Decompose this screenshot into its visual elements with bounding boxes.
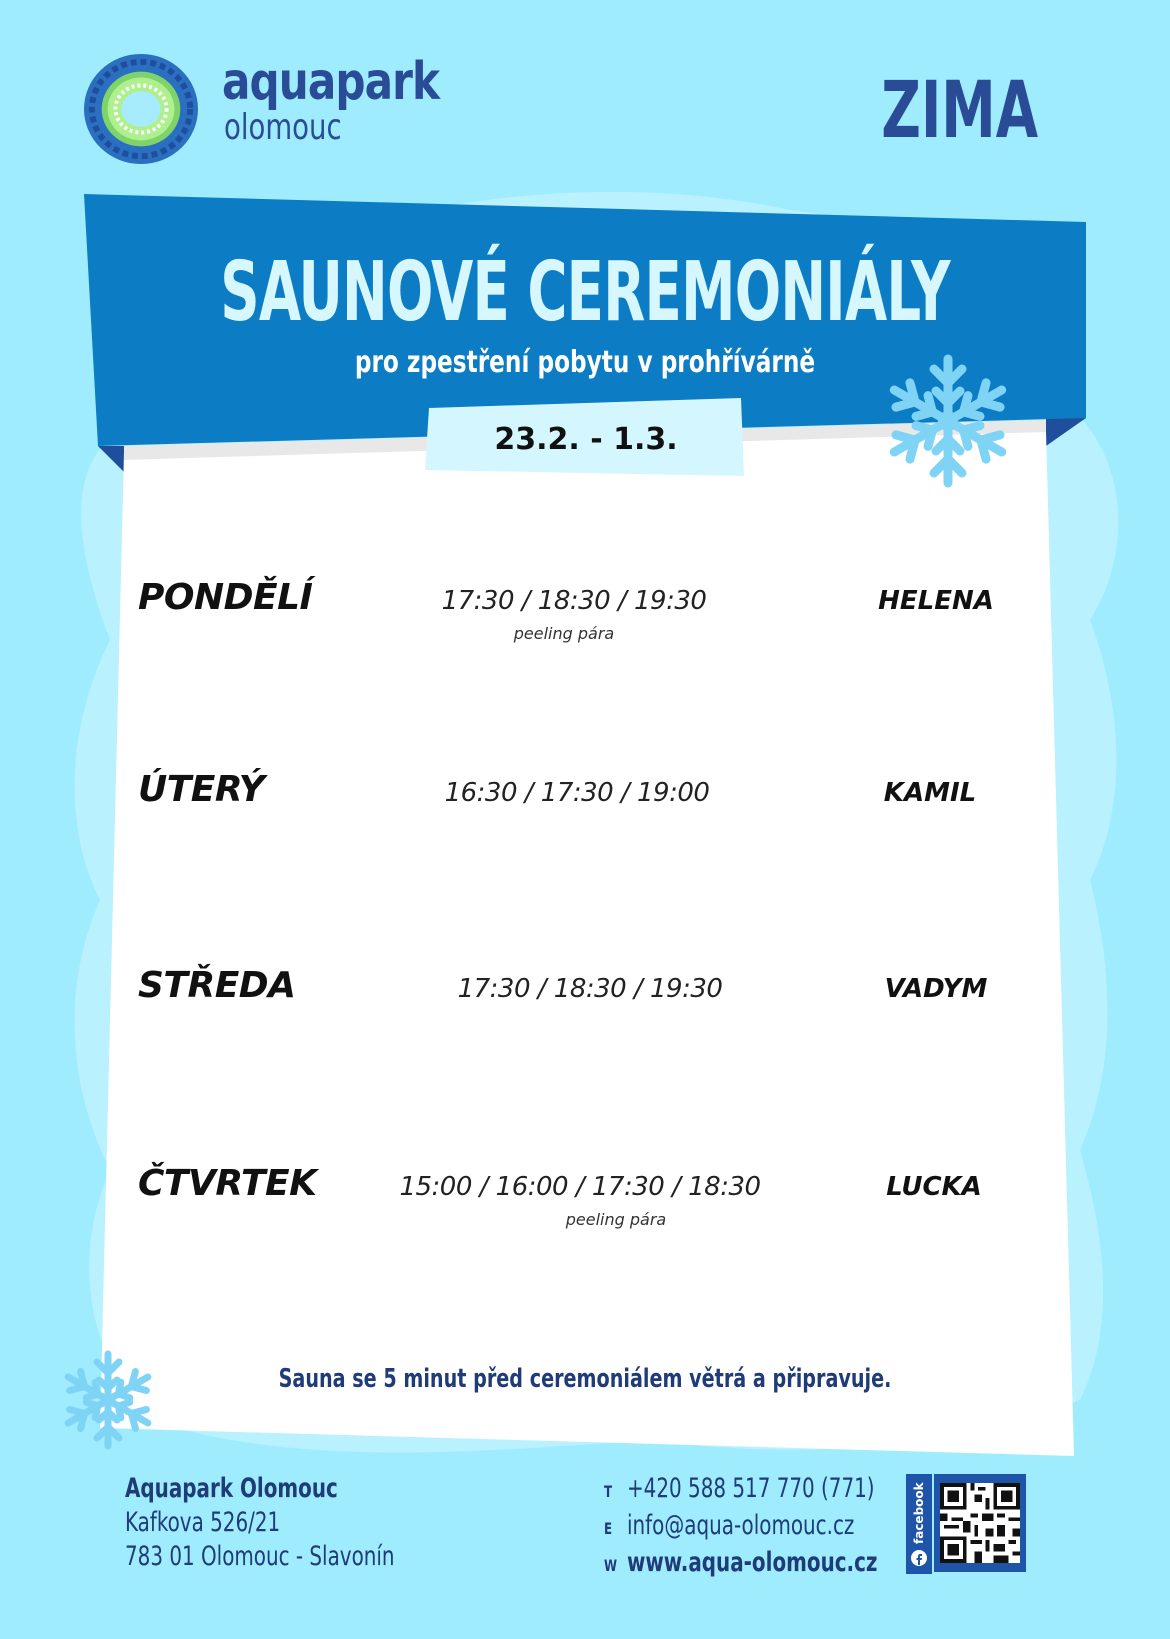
footer-contact (605, 1472, 878, 1583)
times: 17:30 / 18:30 / 19:30 (441, 586, 707, 616)
times: 15:00 / 16:00 / 17:30 / 18:30 (399, 1172, 761, 1202)
qr-code-icon (940, 1482, 1020, 1564)
phone-number[interactable]: +420 588 517 770 (771) (627, 1473, 876, 1504)
session-note: peeling pára (513, 624, 615, 643)
page-title: SAUNOVÉ CEREMONIÁLY (220, 245, 950, 340)
phone-key: T (604, 1482, 613, 1501)
host-name: HELENA (878, 586, 994, 616)
day-label: PONDĚLÍ (138, 577, 313, 618)
day-label: STŘEDA (138, 965, 296, 1006)
street: Kafkova 526/21 (125, 1507, 281, 1538)
email-key: E (604, 1519, 613, 1538)
season-label: ZIMA (881, 66, 1038, 156)
org-name: Aquapark Olomouc (125, 1473, 338, 1504)
web-line[interactable] (605, 1546, 878, 1583)
snowflake-small-icon (56, 1348, 160, 1452)
qr-code[interactable] (934, 1474, 1026, 1572)
sauna-notice: Sauna se 5 minut před ceremoniálem větrá a připravuje. (278, 1364, 892, 1394)
phone-line[interactable] (605, 1472, 878, 1509)
footer-address (125, 1472, 395, 1574)
day-label: ČTVRTEK (138, 1163, 317, 1204)
host-name: LUCKA (886, 1172, 982, 1202)
web-key: W (604, 1556, 618, 1575)
logo-text-olomouc: olomouc (224, 107, 342, 148)
snowflake-icon (878, 346, 1018, 496)
facebook-icon (911, 1550, 927, 1566)
session-note: peeling pára (565, 1210, 667, 1229)
web-link[interactable]: www.aqua-olomouc.cz (627, 1547, 878, 1578)
times: 17:30 / 18:30 / 19:30 (457, 974, 723, 1004)
city: 783 01 Olomouc - Slavonín (125, 1541, 395, 1572)
facebook-label: facebook (912, 1482, 926, 1544)
host-name: VADYM (884, 974, 988, 1004)
email-line[interactable] (605, 1509, 878, 1546)
page-subtitle: pro zpestření pobytu v prohřívárně (354, 345, 816, 380)
times: 16:30 / 17:30 / 19:00 (444, 778, 710, 808)
email-link[interactable]: info@aqua-olomouc.cz (627, 1510, 855, 1541)
date-range: 23.2. - 1.3. (494, 421, 678, 457)
day-label: ÚTERÝ (138, 769, 265, 810)
host-name: KAMIL (883, 778, 977, 808)
logo-text-aquapark: aquapark (222, 52, 440, 112)
